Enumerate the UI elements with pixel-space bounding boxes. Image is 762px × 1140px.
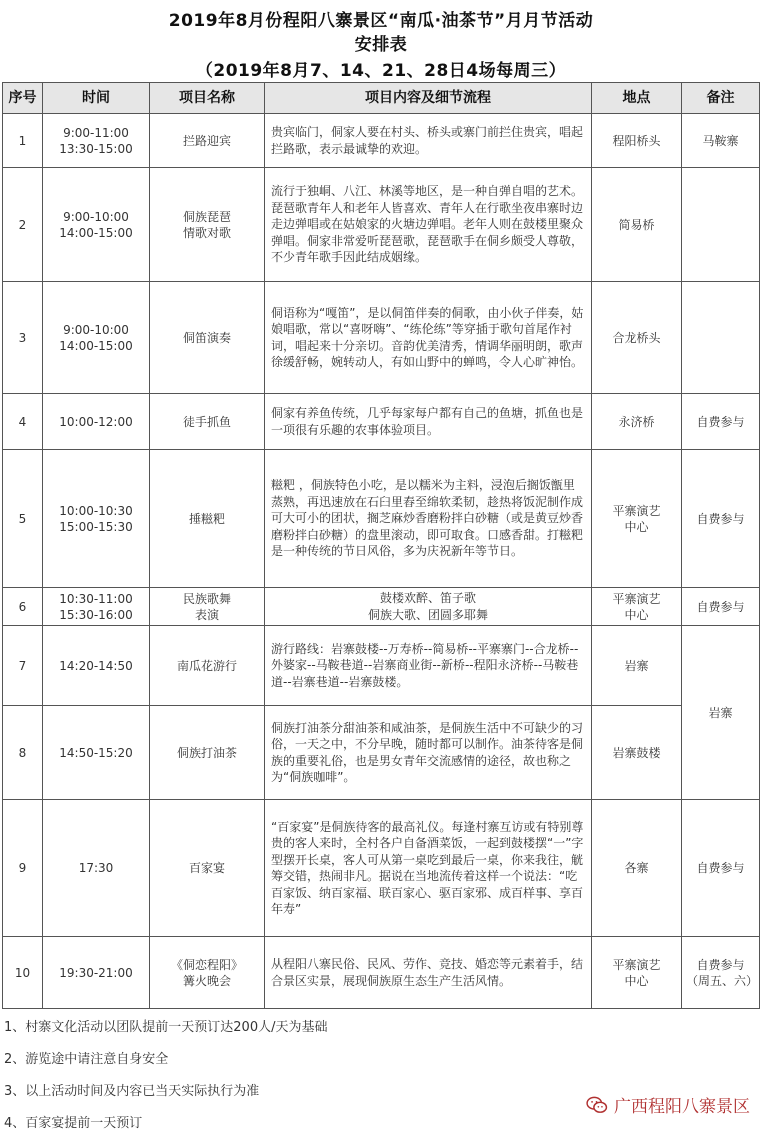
cell-place bbox=[592, 937, 682, 1009]
table-row bbox=[3, 394, 760, 450]
cell-name bbox=[150, 588, 265, 626]
cell-no: 7 bbox=[3, 626, 43, 706]
cell-name: 南瓜花游行 bbox=[150, 626, 265, 706]
notes-section bbox=[4, 1012, 744, 1140]
cell-place: 岩寨 bbox=[592, 626, 682, 706]
cell-time bbox=[43, 114, 150, 168]
cell-remark bbox=[682, 937, 760, 1009]
cell-no: 3 bbox=[3, 282, 43, 394]
cell-desc bbox=[265, 588, 592, 626]
cell-name bbox=[150, 937, 265, 1009]
header-content: 项目内容及细节流程 bbox=[265, 83, 592, 114]
cell-no: 4 bbox=[3, 394, 43, 450]
place-line: 中心 bbox=[624, 519, 649, 534]
time-line: 9:00-10:00 bbox=[63, 322, 129, 337]
place-line: 中心 bbox=[624, 607, 649, 622]
cell-remark: 马鞍寨 bbox=[682, 114, 760, 168]
watermark-text: 广西程阳八寨景区 bbox=[614, 1097, 750, 1117]
cell-remark bbox=[682, 282, 760, 394]
cell-time bbox=[43, 282, 150, 394]
cell-name: 拦路迎宾 bbox=[150, 114, 265, 168]
cell-time bbox=[43, 450, 150, 588]
cell-desc: 糍粑 ，侗族特色小吃，是以糯米为主料，浸泡后搁饭甑里蒸熟，再迅速放在石臼里舂至绵软柔韧，趁热将饭泥制作成可大可小的团状，搁芝麻炒香磨粉拌白砂糖（或是黄豆炒香磨粉拌白砂糖）的盘里滚动，即可取食。口感香甜。打糍粑是一种传统的节日风俗，多为庆祝新年等节日。 bbox=[265, 450, 592, 588]
cell-time: 19:30-21:00 bbox=[43, 937, 150, 1009]
name-line: 表演 bbox=[194, 607, 219, 622]
note-2: 2、游览途中请注意自身安全 bbox=[4, 1052, 169, 1067]
cell-desc: “百家宴”是侗族待客的最高礼仪。每逢村寨互访或有特别尊贵的客人来时，全村各户自备酒菜饭，一起到鼓楼摆“一”字型摆开长桌，客人可从第一桌吃到最后一桌，你来我往，觥筹交错，热闹非凡。据说在当地流传着这样一个说法：“吃百家饭、纳百家福、联百家心、驱百家邪、成百样事、享百年寿” bbox=[265, 800, 592, 937]
table-row bbox=[3, 168, 760, 282]
cell-time bbox=[43, 588, 150, 626]
name-line: 《侗恋程阳》 bbox=[170, 957, 243, 972]
cell-time: 17:30 bbox=[43, 800, 150, 937]
cell-name: 百家宴 bbox=[150, 800, 265, 937]
remark-line: 自费参与 bbox=[696, 957, 745, 972]
cell-time: 10:00-12:00 bbox=[43, 394, 150, 450]
header-no: 序号 bbox=[3, 83, 43, 114]
cell-no: 8 bbox=[3, 706, 43, 800]
watermark bbox=[586, 1092, 750, 1117]
cell-desc: 侗族打油茶分甜油茶和咸油茶，是侗族生活中不可缺少的习俗，一天之中，不分早晚，随时都可以制作。油茶待客是侗族的重要礼俗，也是男女青年交流感情的途径，故也称之为“侗族咖啡”。 bbox=[265, 706, 592, 800]
cell-no: 1 bbox=[3, 114, 43, 168]
table-row bbox=[3, 626, 760, 706]
table-row bbox=[3, 282, 760, 394]
page-subtitle: 安排表 bbox=[354, 35, 408, 55]
place-line: 中心 bbox=[624, 973, 649, 988]
time-line: 9:00-11:00 bbox=[63, 125, 129, 140]
time-line: 9:00-10:00 bbox=[63, 209, 129, 224]
cell-remark: 岩寨 bbox=[682, 626, 760, 800]
cell-name: 侗笛演奏 bbox=[150, 282, 265, 394]
cell-remark bbox=[682, 168, 760, 282]
table-row bbox=[3, 588, 760, 626]
note-1: 1、村寨文化活动以团队提前一天预订达200人/天为基础 bbox=[4, 1020, 328, 1035]
schedule-table bbox=[2, 82, 760, 1009]
cell-desc: 贵宾临门，侗家人要在村头、桥头或寨门前拦住贵宾，唱起拦路歌，表示最诚挚的欢迎。 bbox=[265, 114, 592, 168]
table-row bbox=[3, 937, 760, 1009]
table-header-row bbox=[3, 83, 760, 114]
cell-name: 捶糍粑 bbox=[150, 450, 265, 588]
cell-place: 各寨 bbox=[592, 800, 682, 937]
page-title: 2019年8月份程阳八寨景区“南瓜·油茶节”月月节活动 bbox=[168, 11, 594, 31]
remark-line: （周五、六） bbox=[686, 973, 759, 988]
table-row bbox=[3, 114, 760, 168]
cell-time: 14:20-14:50 bbox=[43, 626, 150, 706]
header-time: 时间 bbox=[43, 83, 150, 114]
cell-time bbox=[43, 168, 150, 282]
cell-desc: 游行路线：岩寨鼓楼--万寿桥--简易桥--平寨寨门--合龙桥--外婆家--马鞍巷道--岩寨商业街--新桥--程阳永济桥--马鞍巷道--岩寨巷道--岩寨鼓楼。 bbox=[265, 626, 592, 706]
header-place: 地点 bbox=[592, 83, 682, 114]
cell-desc: 从程阳八寨民俗、民风、劳作、竞技、婚恋等元素着手，结合景区实景，展现侗族原生态生产生活风情。 bbox=[265, 937, 592, 1009]
time-line: 10:30-11:00 bbox=[59, 591, 133, 606]
cell-remark: 自费参与 bbox=[682, 588, 760, 626]
name-line: 篝火晚会 bbox=[182, 973, 231, 988]
cell-no: 6 bbox=[3, 588, 43, 626]
cell-place: 简易桥 bbox=[592, 168, 682, 282]
place-line: 平寨演艺 bbox=[612, 591, 661, 606]
cell-place: 岩寨鼓楼 bbox=[592, 706, 682, 800]
date-range: （2019年8月7、14、21、28日4场每周三） bbox=[195, 61, 567, 81]
table-row bbox=[3, 800, 760, 937]
header-name: 项目名称 bbox=[150, 83, 265, 114]
name-line: 民族歌舞 bbox=[182, 591, 231, 606]
cell-place: 永济桥 bbox=[592, 394, 682, 450]
time-line: 15:30-16:00 bbox=[59, 607, 133, 622]
cell-time: 14:50-15:20 bbox=[43, 706, 150, 800]
name-line: 情歌对歌 bbox=[182, 225, 231, 240]
cell-desc: 侗语称为“嘎笛”，是以侗笛伴奏的侗歌，由小伙子伴奏，姑娘唱歌，常以“喜呀嗨”、“练伦练”等穿插于歌句首尾作衬词，唱起来十分亲切。音韵优美清秀，情调华丽明朗，歌声徐缓舒畅，婉转动人，有如山野中的蝉鸣，令人心旷神怡。 bbox=[265, 282, 592, 394]
time-line: 10:00-10:30 bbox=[59, 503, 133, 518]
cell-place: 程阳桥头 bbox=[592, 114, 682, 168]
time-line: 13:30-15:00 bbox=[59, 141, 133, 156]
cell-no: 5 bbox=[3, 450, 43, 588]
cell-no: 9 bbox=[3, 800, 43, 937]
cell-remark: 自费参与 bbox=[682, 800, 760, 937]
place-line: 平寨演艺 bbox=[612, 957, 661, 972]
cell-place bbox=[592, 588, 682, 626]
cell-no: 10 bbox=[3, 937, 43, 1009]
desc-line: 侗族大歌、团圆多耶舞 bbox=[367, 607, 488, 622]
cell-remark: 自费参与 bbox=[682, 450, 760, 588]
note-4: 4、百家宴提前一天预订 bbox=[4, 1116, 143, 1131]
table-row bbox=[3, 706, 760, 800]
cell-name: 侗族打油茶 bbox=[150, 706, 265, 800]
desc-line: 鼓楼欢醉、笛子歌 bbox=[379, 591, 476, 605]
time-line: 14:00-15:00 bbox=[59, 225, 133, 240]
cell-no: 2 bbox=[3, 168, 43, 282]
time-line: 15:00-15:30 bbox=[59, 519, 133, 534]
cell-place: 合龙桥头 bbox=[592, 282, 682, 394]
cell-place bbox=[592, 450, 682, 588]
cell-name: 徒手抓鱼 bbox=[150, 394, 265, 450]
header-remark: 备注 bbox=[682, 83, 760, 114]
name-line: 侗族琵琶 bbox=[182, 209, 231, 224]
table-row bbox=[3, 450, 760, 588]
cell-name bbox=[150, 168, 265, 282]
cell-desc: 流行于独峒、八江、林溪等地区，是一种自弹自唱的艺术。琵琶歌青年人和老年人皆喜欢、青年人在行歌坐夜串寨时边走边弹唱或在姑娘家的火塘边弹唱。老年人则在鼓楼里聚众弹唱。侗家非常爱听琵琶歌，琵琶歌手在侗乡颇受人尊敬，不少青年歌手因此结成姻缘。 bbox=[265, 168, 592, 282]
place-line: 平寨演艺 bbox=[612, 503, 661, 518]
cell-remark: 自费参与 bbox=[682, 394, 760, 450]
wechat-icon bbox=[586, 1096, 608, 1114]
time-line: 14:00-15:00 bbox=[59, 338, 133, 353]
note-3: 3、以上活动时间及内容已当天实际执行为准 bbox=[4, 1084, 260, 1099]
cell-desc: 侗家有养鱼传统，几乎每家每户都有自己的鱼塘，抓鱼也是一项很有乐趣的农事体验项目。 bbox=[265, 394, 592, 450]
